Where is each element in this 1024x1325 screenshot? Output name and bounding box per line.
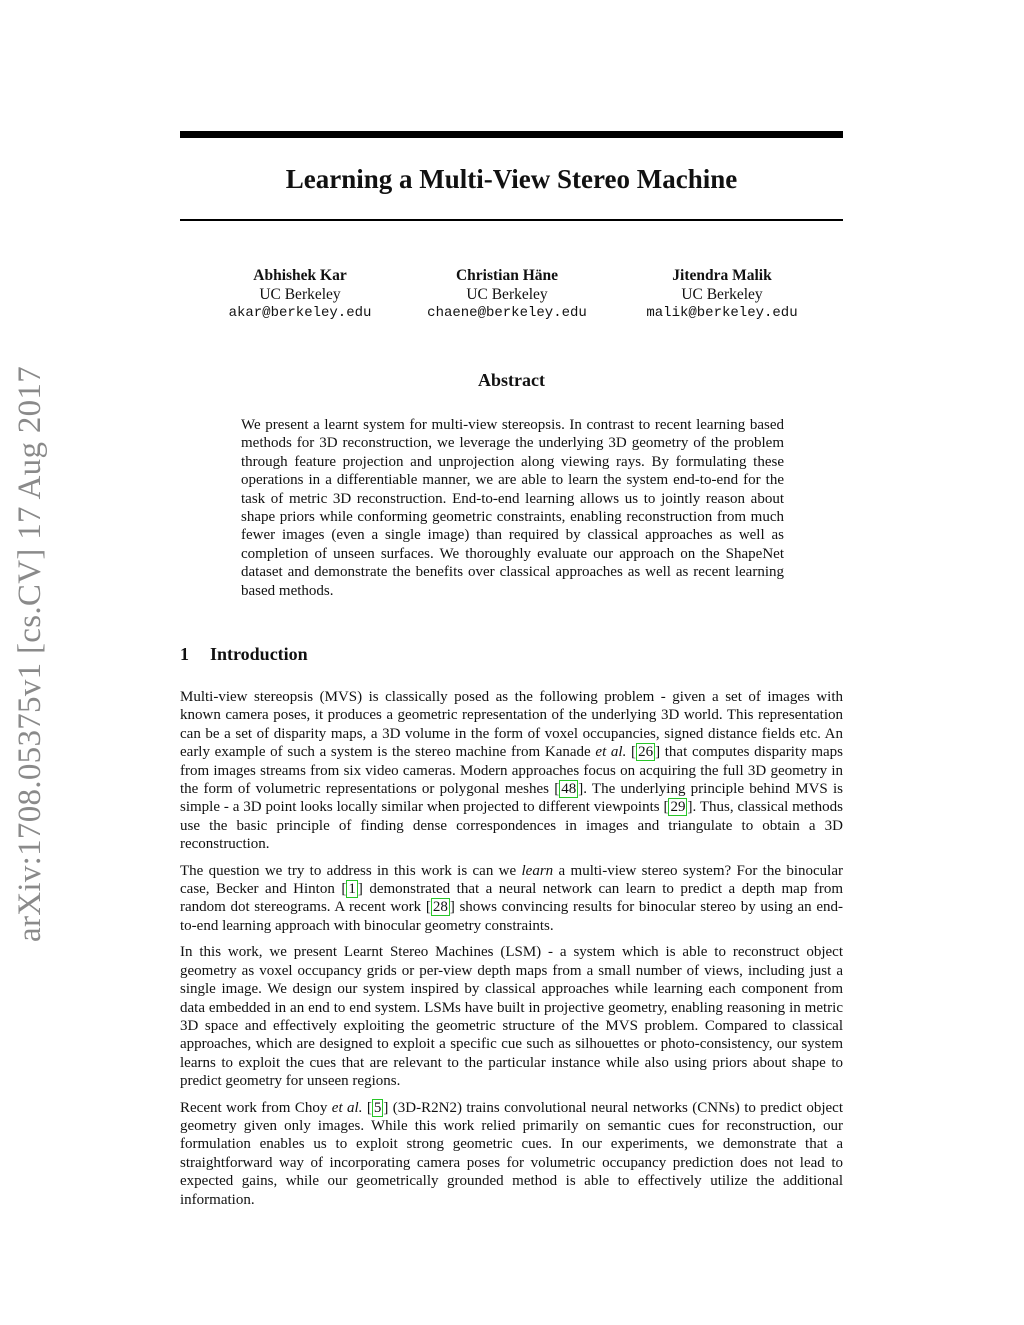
section-heading	[180, 644, 308, 665]
emphasis: learn	[521, 862, 554, 879]
section-body	[180, 688, 843, 1217]
citation-link[interactable]: 1	[348, 881, 356, 898]
author-3	[622, 266, 822, 323]
paper-title: Learning a Multi-View Stereo Machine	[285, 164, 738, 194]
author-affiliation: UC Berkeley	[259, 286, 341, 303]
title-top-rule	[180, 131, 843, 138]
paragraph: The question we try to address in this work is can we learn a multi-view stereo system? For the binocular case, Becker and Hinton [ 1 ] demonstrated that a neural network can learn to predict a depth map from random dot stereograms. A recent work [ 28 ] shows convincing results for binocular stereo by using an end-to-end learning approach with binocular geometry constraints.	[180, 862, 843, 934]
author-name: Jitendra Malik	[672, 267, 772, 284]
text-run: that computes disparity maps from images streams from six video cameras. Modern approaches focus on acquiring the full 3D geometry in the form of volumetric representations or polygonal meshes	[180, 744, 843, 798]
emphasis: et al.	[331, 1099, 363, 1116]
citation-link[interactable]: 28	[432, 899, 448, 916]
author-name: Christian Häne	[455, 267, 559, 284]
author-email[interactable]: chaene@berkeley.edu	[427, 305, 587, 321]
author-name: Abhishek Kar	[253, 267, 347, 284]
section-number: 1	[180, 644, 189, 664]
citation-link[interactable]: 26	[638, 744, 654, 761]
section-title: Introduction	[210, 644, 308, 664]
text-run: (3D-R2N2) trains convolutional neural networks (CNNs) to predict object geometry given only images. While this work relied primarily on semantic cues for reconstruction, our formulation enables us to exploit strong geometric cues. In our experiments, we demonstrate that a straightforward way of incorporating camera poses for volumetric occupancy prediction does not lead to expected gains, while our geometrically grounded method is able to effectively utilize the additional information.	[180, 1099, 843, 1208]
paragraph: In this work, we present Learnt Stereo Machines (LSM) - a system which is able to reconstruct object geometry as voxel occupancy grids or per-view depth maps from a small number of views, including just a single image. We design our system inspired by classical approaches while learning each component from data embedded in an end to end system. LSMs have built in projective geometry, enabling reasoning in metric 3D space and effectively exploiting the geometric structure of the MVS problem. Compared to classical approaches, which are designed to exploit a specific cue such as silhouettes or photo-consistency, our system learns to exploit the cues that are relevant to the particular instance while also using priors about shape to predict geometry for unseen regions.	[180, 944, 843, 1090]
title-bottom-rule	[180, 219, 843, 221]
abstract-heading: Abstract	[478, 370, 545, 390]
paragraph: Recent work from Choy et al. [ 5 ] (3D-R2N2) trains convolutional neural networks (CNNs) to predict object geometry given only images. While this work relied primarily on semantic cues for reconstruction, our formulation enables us to exploit strong geometric cues. In our experiments, we demonstrate that a straightforward way of incorporating camera poses for volumetric occupancy prediction does not lead to expected gains, while our geometrically grounded method is able to effectively utilize the additional information.	[180, 1099, 843, 1208]
text-run: demonstrated that a neural network can learn to predict a depth map from random dot stereograms. A recent work	[180, 881, 843, 916]
arxiv-identifier[interactable]: arXiv:1708.05375v1 [cs.CV] 17 Aug 2017	[12, 365, 48, 942]
citation-link[interactable]: 5	[373, 1099, 382, 1116]
citation-link[interactable]: 29	[670, 799, 686, 816]
text-run: . The underlying principle behind MVS is simple - a 3D point looks locally similar when projected to different viewpoints	[180, 781, 843, 816]
text-run: shows convincing results for binocular stereo by using an end-to-end learning approach with binocular geometry constraints.	[180, 899, 843, 934]
abstract-text: We present a learnt system for multi-view stereopsis. In contrast to recent learning based methods for 3D reconstruction, we leverage the underlying 3D geometry of the problem through feature projection and unprojection along viewing rays. By formulating these operations in a differentiable manner, we are able to learn the system end-to-end for the task of metric 3D reconstruction. End-to-end learning allows us to jointly reason about shape priors while conforming geometric constraints, enabling reconstruction from much fewer images (even a single image) than required by classical approaches as well as completion of unseen surfaces. We thoroughly evaluate our approach on the ShapeNet dataset and demonstrate the benefits over classical approaches as well as recent learning based methods.	[241, 417, 784, 599]
author-1	[200, 266, 400, 323]
author-affiliation: UC Berkeley	[681, 286, 763, 303]
author-email[interactable]: akar@berkeley.edu	[228, 305, 372, 321]
text-run: Recent work from Choy	[180, 1099, 332, 1116]
text-run: a multi-view stereo system? For the binocular case, Becker and Hinton	[180, 862, 843, 898]
emphasis: et al.	[595, 744, 627, 761]
paragraph: Multi-view stereopsis (MVS) is classically posed as the following problem - given a set of images with known camera poses, it produces a geometric representation of the underlying 3D world. This representation can be a set of disparity maps, a 3D volume in the form of voxel occupancies, signed distance fields etc. An early example of such a system is the stereo machine from Kanade et al. [ 26 ] that computes disparity maps from images streams from six video cameras. Modern approaches focus on acquiring the full 3D geometry in the form of volumetric representations or polygonal meshes [ 48 ]. The underlying principle behind MVS is simple - a 3D point looks locally similar when projected to different viewpoints [ 29 ]. Thus, classical methods use the basic principle of finding dense correspondences in images and triangulate to obtain a 3D reconstruction.	[180, 689, 843, 853]
citation-link[interactable]: 48	[561, 781, 577, 798]
author-email[interactable]: malik@berkeley.edu	[646, 305, 798, 321]
text-run: . Thus, classical methods use the basic principle of finding dense correspondences in images and triangulate to obtain a 3D reconstruction.	[180, 799, 843, 853]
author-affiliation: UC Berkeley	[466, 286, 548, 303]
author-2	[407, 266, 607, 323]
text-run: The question we try to address in this work is can we	[180, 862, 522, 879]
text-run: Multi-view stereopsis (MVS) is classically posed as the following problem - given a set of images with known camera poses, it produces a geometric representation of the underlying 3D world. This representation can be a set of disparity maps, a 3D volume in the form of voxel occupancies, signed distance fields etc. An early example of such a system is the stereo machine from Kanade	[180, 689, 843, 761]
